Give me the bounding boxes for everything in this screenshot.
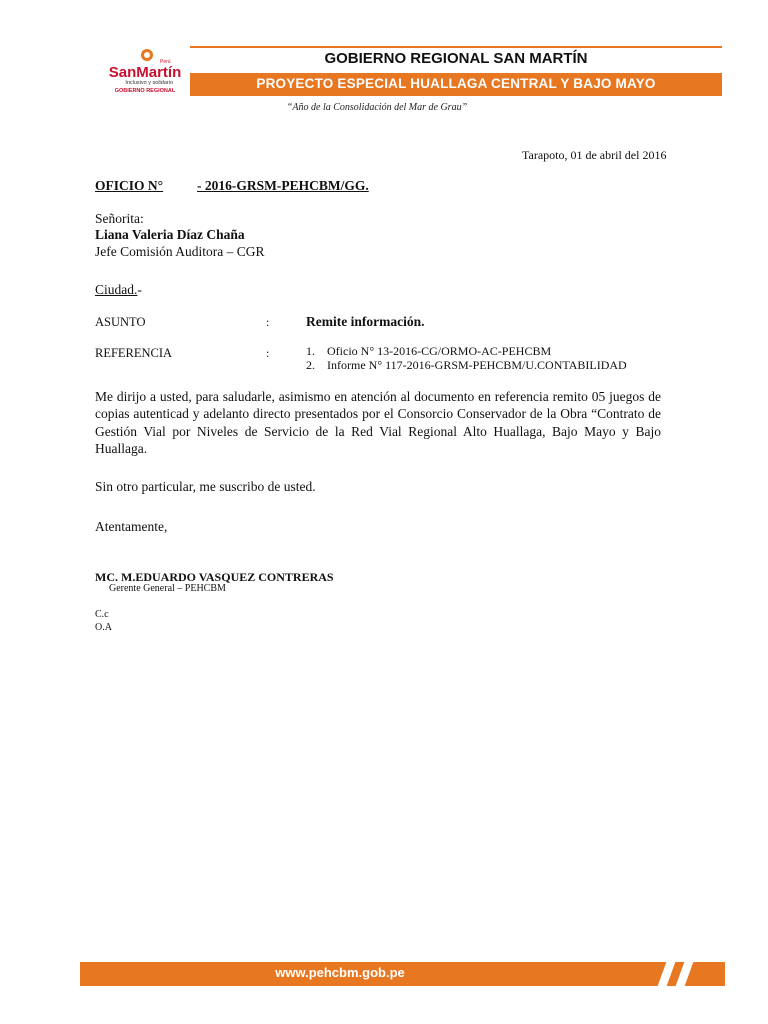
reference-list — [306, 345, 627, 372]
place-date: Tarapoto, 01 de abril del 2016 — [522, 148, 667, 162]
svg-text:SanMartín: SanMartín — [108, 64, 182, 81]
logo-emblem-icon — [103, 46, 187, 98]
asunto-value: Remite información. — [306, 314, 425, 329]
closing-line: Sin otro particular, me suscribo de usted. — [95, 479, 316, 494]
year-motto: “Año de la Consolidación del Mar de Grau” — [286, 102, 468, 113]
oficio-number: - 2016-GRSM-PEHCBM/GG. — [197, 178, 369, 193]
svg-text:Perú: Perú — [160, 59, 171, 65]
referencia-colon: : — [266, 346, 270, 360]
salutation: Señorita: — [95, 211, 144, 226]
city-line — [95, 282, 142, 298]
gobierno-regional-logo — [103, 46, 187, 98]
oficio-label: OFICIO N° — [95, 178, 164, 193]
signer-title: Gerente General – PEHCBM — [109, 583, 226, 594]
footer-website-link[interactable]: www.pehcbm.gob.pe — [275, 965, 405, 980]
header-top-rule — [190, 46, 722, 48]
reference-item: 2. Informe N° 117-2016-GRSM-PEHCBM/U.CONTABILIDAD — [306, 357, 627, 372]
footer-slash-icon — [676, 962, 694, 986]
svg-text:Inclusivo y solidario: Inclusivo y solidario — [125, 80, 173, 86]
oa-label: O.A — [95, 622, 112, 633]
oficio-heading — [95, 178, 369, 194]
recipient-name: Liana Valeria Díaz Chaña — [95, 227, 245, 242]
header-title: GOBIERNO REGIONAL SAN MARTÍN — [324, 50, 588, 67]
city-label: Ciudad. — [95, 282, 138, 297]
reference-item: 1. Oficio N° 13-2016-CG/ORMO-AC-PEHCBM — [306, 344, 552, 358]
asunto-label: ASUNTO — [95, 315, 146, 329]
header-subtitle: PROYECTO ESPECIAL HUALLAGA CENTRAL Y BAJO MAYO — [256, 76, 656, 91]
recipient-title: Jefe Comisión Auditora – CGR — [95, 244, 265, 259]
cc-label: C.c — [95, 609, 109, 620]
city-suffix: - — [137, 282, 142, 297]
footer-slash-icon — [658, 962, 676, 986]
signer-name: MC. M.EDUARDO VASQUEZ CONTRERAS — [95, 570, 334, 584]
referencia-label: REFERENCIA — [95, 346, 173, 360]
closing-salutation: Atentamente, — [95, 519, 168, 534]
svg-text:GOBIERNO REGIONAL: GOBIERNO REGIONAL — [114, 88, 176, 94]
asunto-colon: : — [266, 315, 270, 329]
body-paragraph: Me dirijo a usted, para saludarle, asimismo en atención al documento en referencia remito 05 juegos de copias autenticad y adelanto directo presentados por el Consorcio Conservador de la Obra “Contrato de Gestión Vial por Niveles de Servicio de la Red Vial Regional Alto Huallaga, Bajo Mayo y Bajo Huallaga. — [95, 389, 661, 456]
